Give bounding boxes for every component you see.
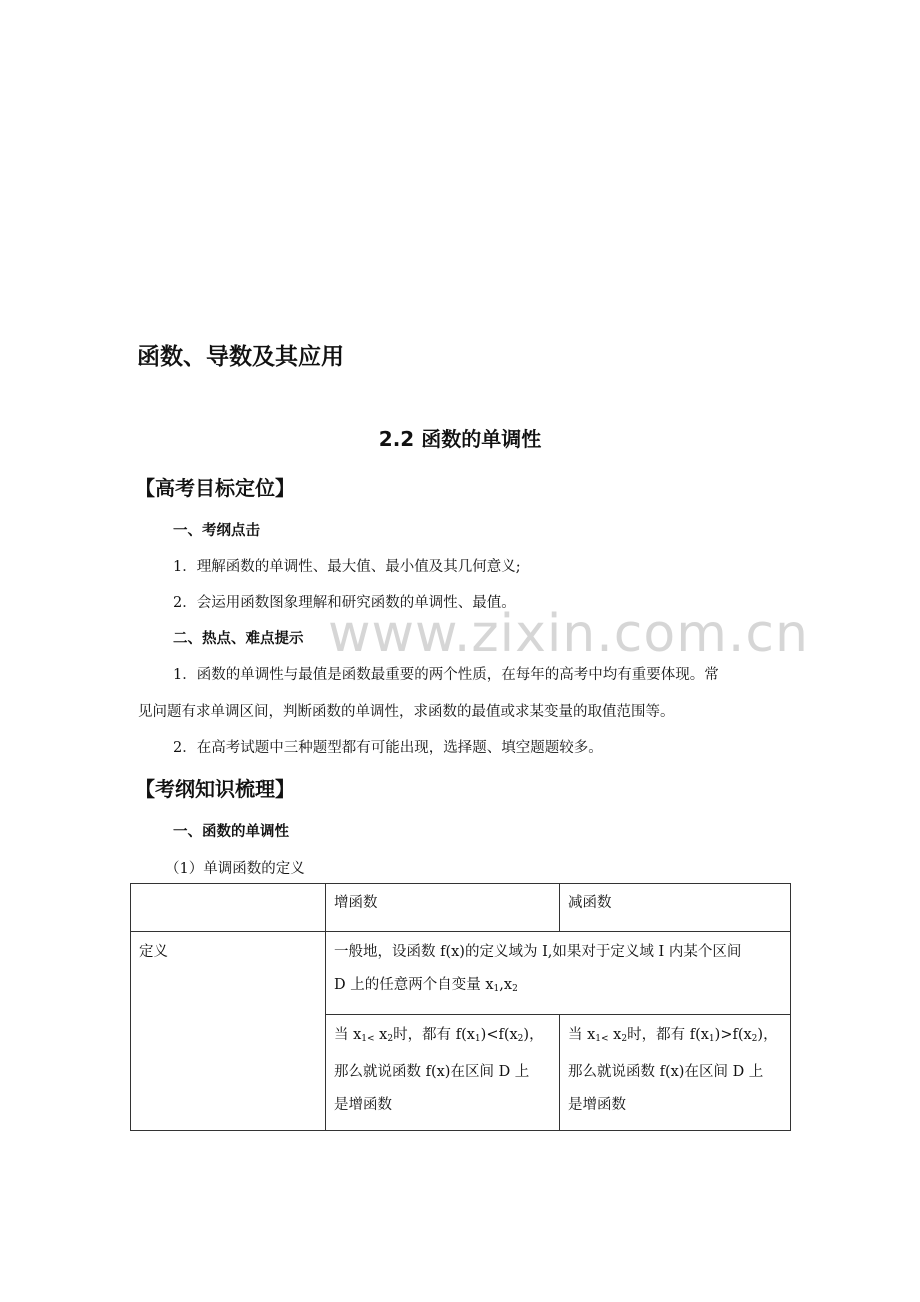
- outline-point-1: 1．理解函数的单调性、最大值、最小值及其几何意义;: [173, 559, 521, 575]
- knowledge-heading: 【考纲知识梳理】: [135, 777, 295, 801]
- inc-text-c: 时，都有 f(x: [393, 1027, 475, 1043]
- target-heading: 【高考目标定位】: [135, 476, 295, 500]
- inc-sub-d: 2: [517, 1034, 524, 1044]
- row-label-definition: [131, 932, 326, 1131]
- decreasing-condition-cell: [560, 1015, 791, 1131]
- table-caption: （1）单调函数的定义: [165, 861, 305, 877]
- dec-sub-d: 2: [751, 1034, 758, 1044]
- dec-text-c: 时，都有 f(x: [627, 1027, 709, 1043]
- table-header-row: [131, 884, 791, 932]
- watermark: www.zixin.com.cn: [328, 604, 809, 664]
- dec-text-d: )>f(x: [714, 1027, 752, 1043]
- dec-text-a: 当 x: [568, 1027, 596, 1043]
- chapter-title: 函数、导数及其应用: [137, 344, 344, 370]
- dec-line-2: 那么就说函数 f(x)在区间 D 上: [568, 1064, 764, 1080]
- hot-point-2: 2．在高考试题中三种题型都有可能出现，选择题、填空题题较多。: [173, 740, 603, 756]
- header-decreasing: 减函数: [560, 884, 791, 932]
- hot-point-1-line-2: 见问题有求单调区间，判断函数的单调性，求函数的最值或求某变量的取值范围等。: [138, 704, 675, 720]
- inc-sub-a: 1<: [361, 1034, 375, 1044]
- common-line-2: D 上的任意两个自变量 x: [334, 977, 494, 993]
- outline-point-2: 2．会运用函数图象理解和研究函数的单调性、最值。: [173, 595, 516, 611]
- hot-point-1-line-1: 1．函数的单调性与最值是函数最重要的两个性质，在每年的高考中均有重要体现。常: [173, 667, 719, 683]
- inc-line-3: 是增函数: [334, 1097, 392, 1113]
- monotonic-definition-table: [130, 883, 791, 1131]
- row-label-text: 定义: [139, 944, 168, 960]
- monotonicity-heading: 一、函数的单调性: [173, 824, 289, 840]
- hot-points-heading: 二、热点、难点提示: [173, 631, 304, 647]
- inc-text-e: )，: [523, 1027, 544, 1043]
- dec-sub-b: 2: [621, 1034, 628, 1044]
- increasing-condition-cell: [326, 1015, 560, 1131]
- inc-sub-c: 1: [474, 1034, 481, 1044]
- outline-points-heading: 一、考纲点击: [173, 523, 260, 539]
- inc-line-2: 那么就说函数 f(x)在区间 D 上: [334, 1064, 530, 1080]
- common-definition-cell: 一般地，设函数 f(x)的定义域为 I,如果对于定义域 I 内某个区间 D 上的任意两个自变量 $x_1,x_2$: [326, 932, 791, 1015]
- inc-text-b: x: [374, 1027, 388, 1043]
- inc-text-a: 当 x: [334, 1027, 362, 1043]
- dec-sub-c: 1: [708, 1034, 715, 1044]
- header-increasing: 增函数: [326, 884, 560, 932]
- common-line-1: 一般地，设函数 f(x)的定义域为 I,如果对于定义域 I 内某个区间: [334, 944, 742, 960]
- header-blank-cell: [131, 884, 326, 932]
- dec-text-b: x: [608, 1027, 622, 1043]
- dec-sub-a: 1<: [595, 1034, 609, 1044]
- dec-text-e: )，: [757, 1027, 778, 1043]
- inc-sub-b: 2: [387, 1034, 394, 1044]
- inc-text-d: )<f(x: [480, 1027, 518, 1043]
- section-title: 2.2 函数的单调性: [378, 427, 542, 451]
- subscript-1: 1: [493, 984, 500, 994]
- table-row: [131, 932, 791, 1015]
- subscript-2: 2: [512, 984, 518, 994]
- dec-line-3: 是增函数: [568, 1097, 626, 1113]
